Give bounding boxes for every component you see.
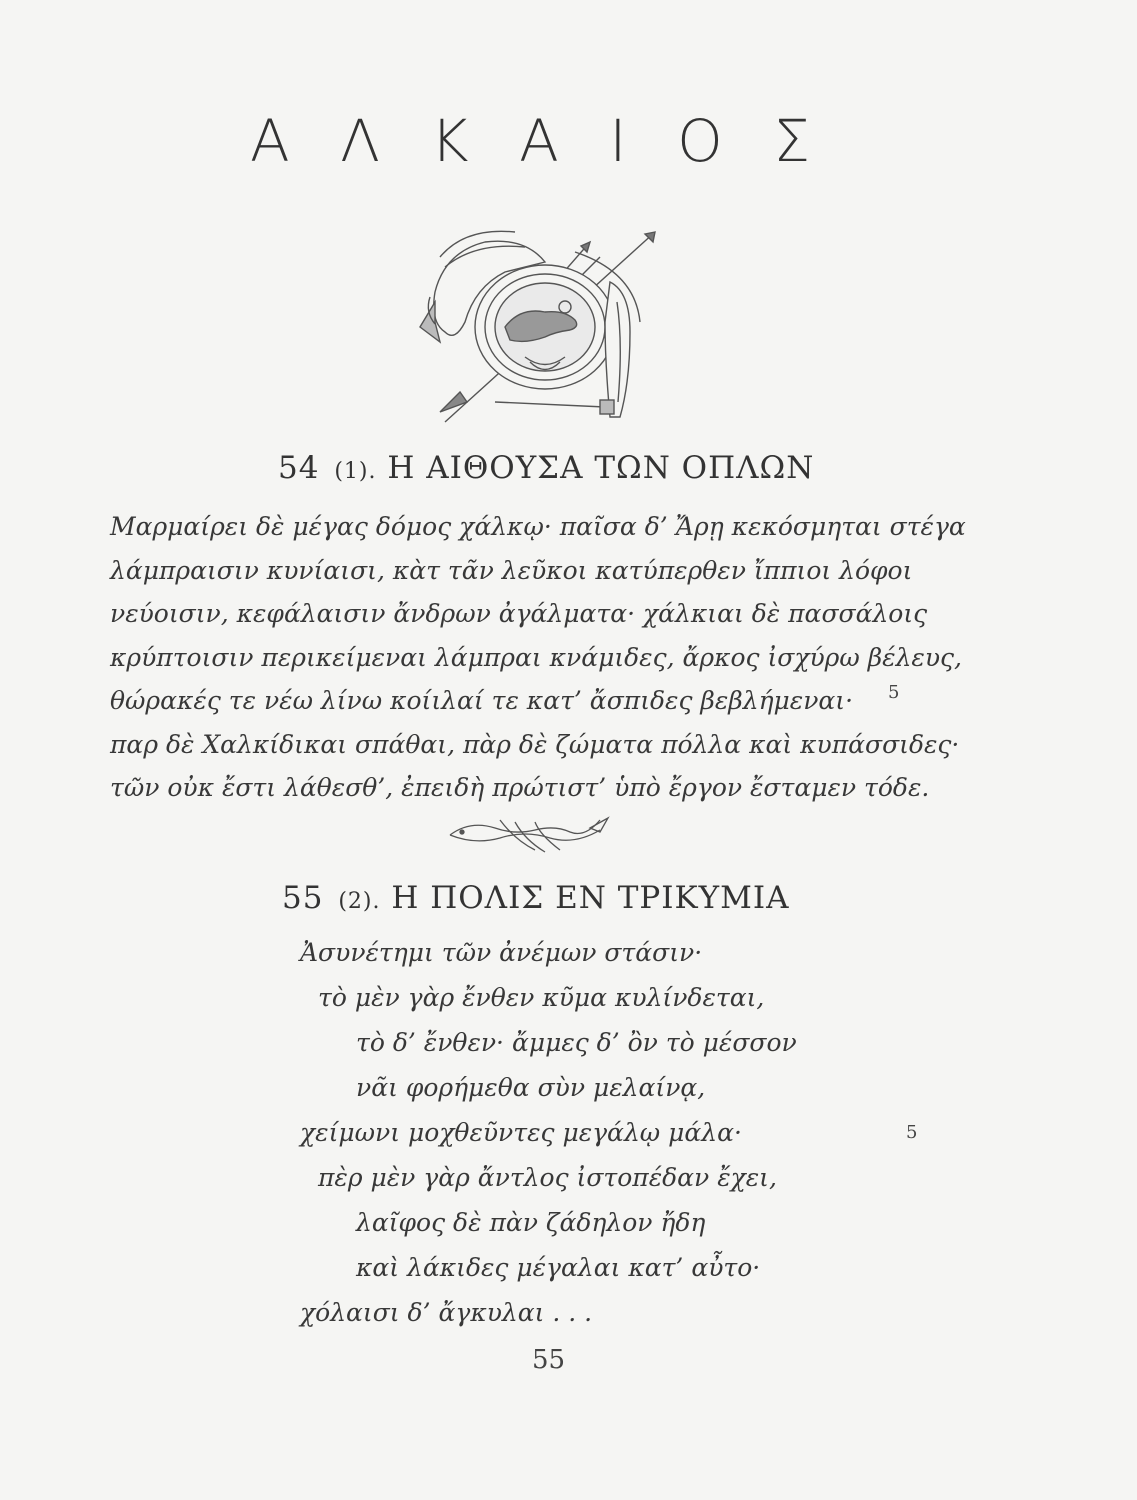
poem-line: καὶ λάκιδες μέγαλαι κατ’ αὖτο· (356, 1253, 761, 1282)
poem-heading: 55 (2). Η ΠΟΛΙΣ ΕΝ ΤΡΙΚΥΜΙΑ (282, 880, 790, 916)
title-letter: Α (519, 107, 559, 175)
page-number: 55 (531, 1345, 566, 1375)
page-title (250, 107, 810, 175)
poem-number: 55 (282, 880, 324, 916)
poem-line-text: χείμωνι μοχθεῦντες μεγάλῳ μάλα· (300, 1118, 742, 1147)
poem-reference: 2 (347, 889, 363, 914)
title-letter: Σ (773, 107, 810, 175)
title-letter: Λ (340, 107, 380, 175)
poem-reference: 1 (343, 459, 359, 484)
poem-line: παρ δὲ Χαλκίδικαι σπάθαι, πὰρ δὲ ζώματα πόλλα καὶ κυπάσσιδες· (110, 729, 960, 759)
poem-line (300, 1110, 920, 1155)
poem-number: 54 (278, 450, 320, 486)
poem-text (110, 505, 990, 810)
poem-line: τὸ μὲν γὰρ ἔνθεν κῦμα κυλίνδεται, (318, 983, 765, 1012)
poem-text (300, 930, 920, 1335)
poem-line: Μαρμαίρει δὲ μέγας δόμος χάλκῳ· παῖσα δ’ Ἄρῃ κεκόσμηται στέγα (110, 512, 966, 541)
title-letter: Α (250, 107, 290, 175)
poem-line (110, 679, 990, 723)
title-letter: Ι (609, 107, 627, 175)
arms-illustration (405, 212, 675, 442)
poem-line: χόλαισι δ’ ἄγκυλαι . . . (300, 1298, 593, 1327)
poem-line: νεύοισιν, κεφάλαισιν ἄνδρων ἀγάλματα· χάλκιαι δὲ πασσάλοις (110, 599, 928, 628)
poem-line: λαῖφος δὲ πὰν ζάδηλον ἤδη (356, 1208, 706, 1237)
title-letter: Ο (677, 107, 723, 175)
line-number: 5 (906, 1122, 918, 1143)
fish-ornament (440, 800, 610, 860)
poem-line: νᾶι φορήμεθα σὺν μελαίνᾳ, (356, 1073, 706, 1102)
title-letter: Κ (430, 107, 469, 175)
poem-title: Η ΠΟΛΙΣ ΕΝ ΤΡΙΚΥΜΙΑ (391, 880, 790, 916)
poem-line: πὲρ μὲν γὰρ ἄντλος ἰστοπέδαν ἔχει, (318, 1163, 777, 1192)
poem-line: κρύπτοισιν περικείμεναι λάμπραι κνάμιδες, ἄρκος ἰσχύρω βέλευς, (110, 642, 962, 672)
poem-line-text: θώρακές τε νέω λίνω κοίιλαί τε κατ’ ἄσπιδες βεβλήμεναι· (110, 686, 854, 715)
poem-line: λάμπραισιν κυνίαισι, κὰτ τᾶν λεῦκοι κατύπερθεν ἴππιοι λόφοι (110, 555, 913, 585)
line-number: 5 (888, 682, 900, 703)
poem-heading: 54 (1). Η ΑΙΘΟΥΣΑ ΤΩΝ ΟΠΛΩΝ (278, 450, 815, 486)
poem-title: Η ΑΙΘΟΥΣΑ ΤΩΝ ΟΠΛΩΝ (387, 450, 815, 486)
poem-line: τὸ δ’ ἔνθεν· ἄμμες δ’ ὂν τὸ μέσσον (356, 1028, 797, 1057)
poem-line: τῶν οὐκ ἔστι λάθεσθ’, ἐπειδὴ πρώτιστ’ ὑπὸ ἔργον ἔσταμεν τόδε. (110, 773, 930, 802)
poem-line: Ἀσυνέτημι τῶν ἀνέμων στάσιν· (300, 938, 703, 967)
